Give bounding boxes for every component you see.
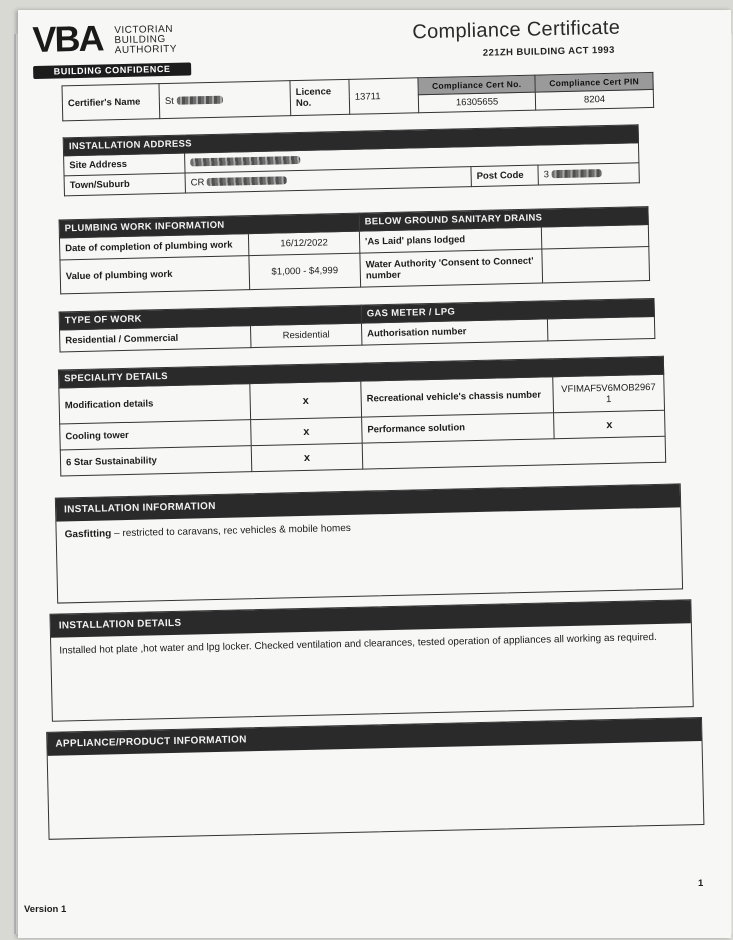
- gas-meter-header: GAS METER / LPG: [361, 298, 654, 323]
- logo-line-2: BUILDING: [114, 33, 166, 47]
- licence-label: Licence No.: [290, 79, 350, 115]
- plumbing-value-value: $1,000 - $4,999: [249, 253, 361, 290]
- logo-mark: VBA: [31, 17, 103, 60]
- installation-details-text: Installed hot plate ,hot water and lpg locker. Checked ventilation and clearances, tested operation of appliances all working as required.: [59, 631, 657, 657]
- consent-value: [542, 247, 650, 283]
- plumbing-table: [59, 206, 651, 294]
- type-of-work-header: TYPE OF WORK: [59, 305, 361, 330]
- authorisation-label: Authorisation number: [361, 319, 547, 345]
- redaction-mark: [551, 170, 601, 179]
- certifier-name-label: Certifier's Name: [62, 84, 160, 121]
- page-subtitle: 221ZH BUILDING ACT 1993: [482, 44, 615, 59]
- modification-label: Modification details: [59, 384, 251, 424]
- residential-value: Residential: [250, 323, 361, 348]
- logo-line-3: AUTHORITY: [114, 43, 178, 57]
- plumbing-value-label: Value of plumbing work: [60, 256, 250, 294]
- completion-date-value: 16/12/2022: [248, 231, 359, 256]
- redaction-mark: [190, 156, 300, 166]
- cooling-tower-value: x: [251, 417, 363, 446]
- residential-label: Residential / Commercial: [60, 326, 251, 352]
- speciality-table: [58, 356, 666, 477]
- postcode-label: Post Code: [471, 165, 538, 187]
- version-label: Version 1: [24, 904, 67, 915]
- rv-chassis-value: VFIMAF5V6MOB2967 1: [553, 374, 665, 413]
- vba-logo: [32, 16, 203, 88]
- town-label: Town/Suburb: [64, 173, 185, 196]
- installation-information-box: [55, 483, 683, 603]
- page-title: Compliance Certificate: [412, 16, 621, 44]
- as-laid-value: [541, 225, 648, 249]
- completion-date-label: Date of completion of plumbing work: [59, 234, 248, 260]
- cert-pin-label: Compliance Cert PIN: [535, 72, 653, 92]
- six-star-value: x: [251, 443, 363, 472]
- cert-pin-value: 8204: [535, 89, 653, 110]
- site-address-label: Site Address: [64, 153, 185, 176]
- installation-details-header: INSTALLATION DETAILS: [50, 600, 690, 638]
- gasfitting-text: – restricted to caravans, rec vehicles & mobile homes: [111, 522, 351, 540]
- installation-information-header: INSTALLATION INFORMATION: [56, 484, 680, 521]
- appliance-box: [46, 717, 704, 840]
- authorisation-value: [547, 316, 654, 340]
- postcode-value: [538, 163, 639, 185]
- logo-tagline: BUILDING CONFIDENCE: [33, 62, 191, 79]
- plumbing-header: PLUMBING WORK INFORMATION: [59, 213, 359, 238]
- as-laid-label: 'As Laid' plans lodged: [359, 227, 541, 253]
- gasfitting-label: Gasfitting: [64, 528, 112, 541]
- redaction-mark: [207, 177, 287, 187]
- cert-no-label: Compliance Cert No.: [418, 75, 536, 95]
- town-text: CR: [190, 177, 205, 189]
- installation-address-header: INSTALLATION ADDRESS: [63, 125, 638, 156]
- cert-no-value: 16305655: [418, 92, 536, 113]
- licence-value: 13711: [349, 78, 419, 115]
- performance-value: x: [554, 410, 666, 439]
- rv-chassis-label: Recreational vehicle's chassis number: [361, 377, 554, 417]
- page-number: 1: [698, 878, 704, 889]
- performance-label: Performance solution: [362, 413, 555, 443]
- consent-label: Water Authority 'Consent to Connect' number: [360, 249, 543, 287]
- postcode-text: 3: [543, 169, 550, 181]
- modification-value: x: [250, 381, 362, 420]
- certifier-name-text: St: [164, 95, 174, 107]
- appliance-header: APPLIANCE/PRODUCT INFORMATION: [47, 718, 701, 756]
- drains-header: BELOW GROUND SANITARY DRAINS: [359, 207, 648, 232]
- installation-details-box: [49, 599, 693, 722]
- logo-authority-text: [114, 25, 177, 56]
- certifier-name-value: [159, 81, 291, 119]
- speciality-header: SPECIALITY DETAILS: [58, 356, 663, 388]
- logo-line-1: VICTORIAN: [114, 23, 174, 37]
- six-star-label: 6 Star Sustainability: [60, 446, 252, 476]
- redaction-mark: [176, 96, 222, 105]
- cooling-tower-label: Cooling tower: [60, 420, 252, 450]
